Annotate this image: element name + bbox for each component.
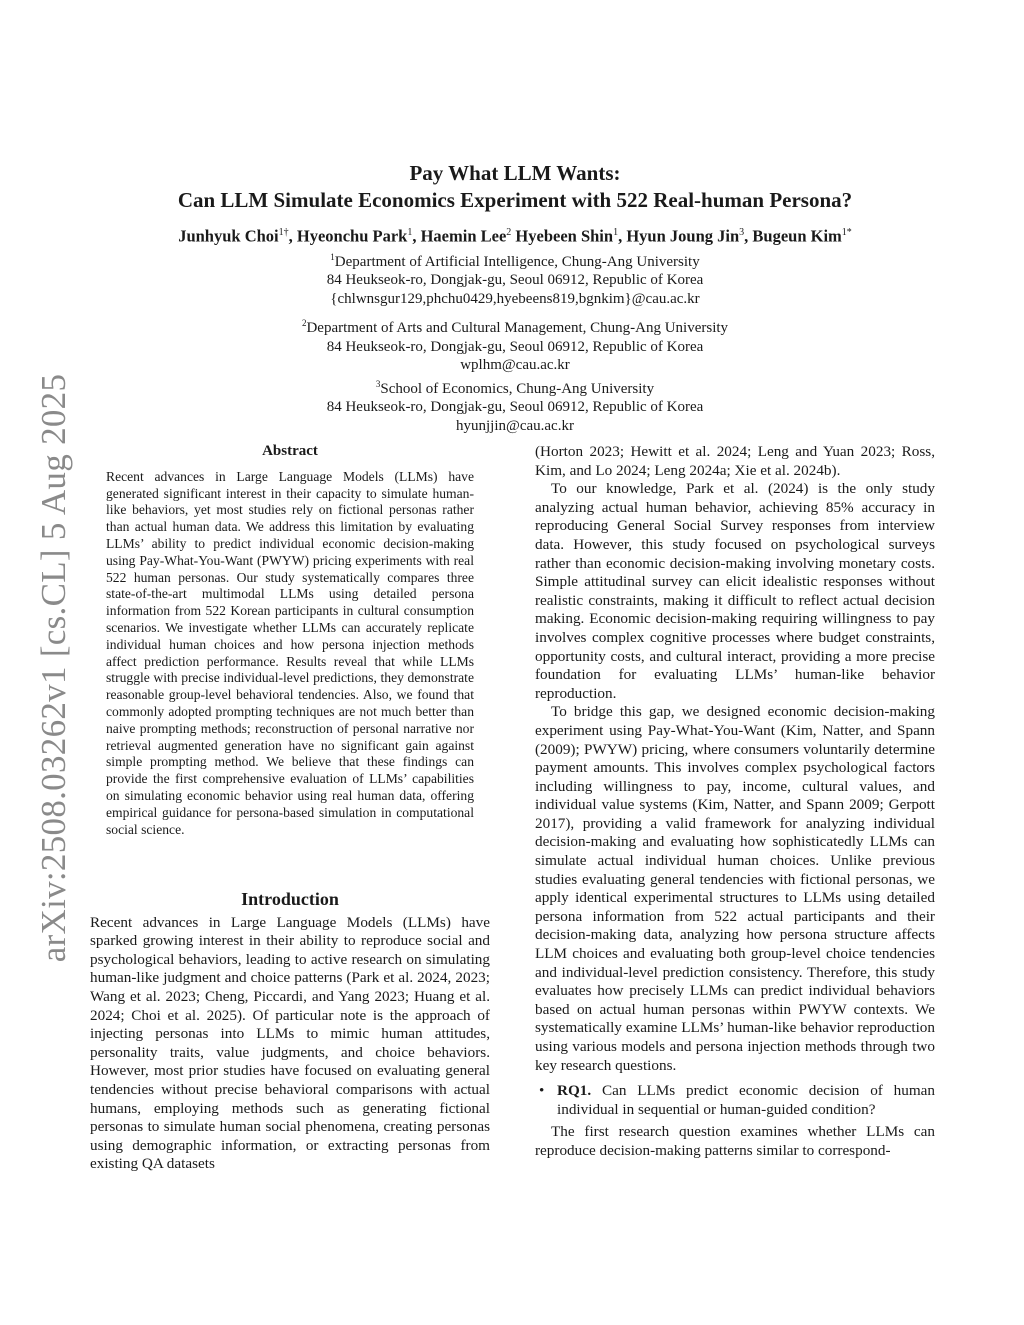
author-separator: , <box>618 226 627 246</box>
intro-paragraph-1: Recent advances in Large Language Models (LLMs) have sparked growing interest in their ability to reproduce social and psychological behaviors, leading to active research on simulating human-like judgment and choice patterns (Park et al. 2024, 2023; Wang et al. 2023; Cheng, Piccardi, and Yang 2023; Huang et al. 2024; Choi et al. 2025). Of particular note is the approach of injecting personas into LLMs to mimic human attitudes, personality traits, value judgments, and choice behaviors. However, most prior studies have focused on evaluating general tendencies without precise behavioral comparisons with actual humans, employing methods such as generating fictional personas to simulate human social phenomena, creating personas using demographic information, or extracting personas from existing QA datasets <box>90 913 490 1173</box>
affiliation-address: 84 Heukseok-ro, Dongjak-gu, Seoul 06912, Republic of Korea <box>326 338 704 355</box>
affiliation-dept: School of Economics, Chung-Ang University <box>380 380 655 397</box>
intro-paragraph-3: To bridge this gap, we designed economic decision-making experiment using Pay-What-You-Want (Kim, Natter, and Spann (2009); PWYW) pricing, where consumers voluntarily determine payment amounts. This involves complex psychological factors including willingness to pay, income, cultural values, and individual value systems (Kim, Natter, and Spann 2009; Gerpott 2017), providing a valid framework for analyzing individual decision-making and evaluating how sophisticatedly LLMs can simulate actual individual human choices. Unlike previous studies evaluating general tendencies with fictional personas, we apply identical experimental structures to LLMs using detailed persona information from 522 actual participants and their decision-making data, analyzing how persona structure affects LLM choices and evaluating both group-level choice tendencies and individual-level prediction consistency. Therefore, this study evaluates how precisely LLMs can predict individual behaviors based on actual human personas within PWYW contexts. We systematically examine LLMs’ human-like behavior reproduction using various models and persona injection methods through two key research questions. <box>535 703 935 1074</box>
affiliation-address: 84 Heukseok-ro, Dongjak-gu, Seoul 06912, Republic of Korea <box>326 272 704 288</box>
affiliation-3 <box>100 375 930 436</box>
abstract-heading: Abstract <box>262 443 318 459</box>
author-name: Haemin Lee <box>420 226 507 246</box>
author-name: Hyeonchu Park <box>296 226 408 246</box>
research-question-1 <box>539 1082 935 1119</box>
author-name: Hyebeen Shin <box>515 226 614 246</box>
paper-title <box>100 160 930 214</box>
arxiv-identifier: arXiv:2508.03262v1 [cs.CL] 5 Aug 2025 <box>34 373 73 963</box>
intro-paragraph-4: The first research question examines whether LLMs can reproduce decision-making patterns similar to correspond- <box>535 1123 935 1159</box>
affiliation-email: {chlwnsgur129,phchu0429,hyebeens819,bgnkim}@cau.ac.kr <box>330 290 700 307</box>
rq1-text: Can LLMs predict economic decision of human individual in sequential or human-guided condition? <box>557 1082 935 1118</box>
introduction-heading: Introduction <box>241 889 339 909</box>
affiliation-dept: Department of Arts and Cultural Management, Chung-Ang University <box>306 320 729 336</box>
author-mark: 1† <box>278 227 289 238</box>
bullet-icon: • <box>539 1082 545 1100</box>
abstract-text: Recent advances in Large Language Models (LLMs) have generated significant interest in their capacity to simulate human-like behaviors, yet most studies rely on fictional personas rather than actual human data. We address this limitation by evaluating LLMs’ ability to predict individual economic decision-making using Pay-What-You-Want (PWYW) pricing experiments with real 522 human personas. Our study systematically compares three state-of-the-art multimodal LLMs using detailed persona information from 522 Korean participants in cultural consumption scenarios. We investigate whether LLMs can accurately replicate individual human choices and how persona injection methods affect prediction performance. Results reveal that while LLMs struggle with precise individual-level predictions, they demonstrate reasonable group-level behavioral tendencies. Also, we found that commonly adopted prompting techniques are not much better than naive prompting methods; reconstruction of personal narrative nor retrieval augmented generation have no significant gain against simple prompting method. We believe that these findings can provide the first comprehensive evaluation of LLMs’ capabilities on simulating economic behavior using real human data, offering empirical guidance for persona-based simulation in computational social science. <box>106 468 474 837</box>
title-line-2: Can LLM Simulate Economics Experiment with 522 Real-human Persona? <box>177 188 853 212</box>
affiliation-number: 1 <box>330 251 335 262</box>
intro-paragraph-2: To our knowledge, Park et al. (2024) is the only study analyzing actual human behavior, achieving 85% accuracy in reproducing General Social Survey responses from interview data. However, this study focused on psychological surveys rather than economic decision-making involving monetary costs. Simple attitudinal survey can elicit idealistic responses without realistic constraints, making it difficult to reflect actual decision making. Economic decision-making requiring willingness to pay involves complex cognitive processes where budget constraints, opportunity costs, and cultural interact, providing a more precise foundation for evaluating LLMs’ human-like behavior reproduction. <box>535 480 935 702</box>
abstract-section <box>106 443 474 838</box>
author-mark: 3 <box>739 227 745 238</box>
right-column <box>535 443 935 1161</box>
author-mark: 1 <box>407 227 413 238</box>
author-separator: , <box>744 226 753 246</box>
intro-paragraph-continued: (Horton 2023; Hewitt et al. 2024; Leng and Yuan 2023; Ross, Kim, and Lo 2024; Leng 2024a; Xie et al. 2024b). <box>535 443 935 479</box>
title-line-1: Pay What LLM Wants: <box>409 161 621 185</box>
affiliation-2 <box>100 314 930 375</box>
author-name: Hyun Joung Jin <box>626 226 740 246</box>
affiliation-1 <box>100 248 930 309</box>
author-mark: 1 <box>613 227 619 238</box>
rq1-label: RQ1. <box>557 1082 592 1100</box>
author-mark: 1* <box>841 227 852 238</box>
author-name: Junhyuk Choi <box>178 226 279 246</box>
author-name: Bugeun Kim <box>752 226 842 246</box>
affiliation-number: 2 <box>301 318 307 328</box>
affiliation-email: hyunjjin@cau.ac.kr <box>456 417 574 434</box>
affiliation-dept: Department of Artificial Intelligence, Chung-Ang University <box>334 253 700 270</box>
affiliation-email: wplhm@cau.ac.kr <box>460 357 570 373</box>
author-separator: , <box>412 226 421 246</box>
author-mark: 2 <box>506 227 512 238</box>
affiliation-number: 3 <box>375 378 381 389</box>
paper-header <box>100 160 930 435</box>
author-list <box>100 222 930 248</box>
author-separator: , <box>288 226 297 246</box>
introduction-section <box>90 890 490 1174</box>
affiliation-address: 84 Heukseok-ro, Dongjak-gu, Seoul 06912, Republic of Korea <box>326 399 704 415</box>
